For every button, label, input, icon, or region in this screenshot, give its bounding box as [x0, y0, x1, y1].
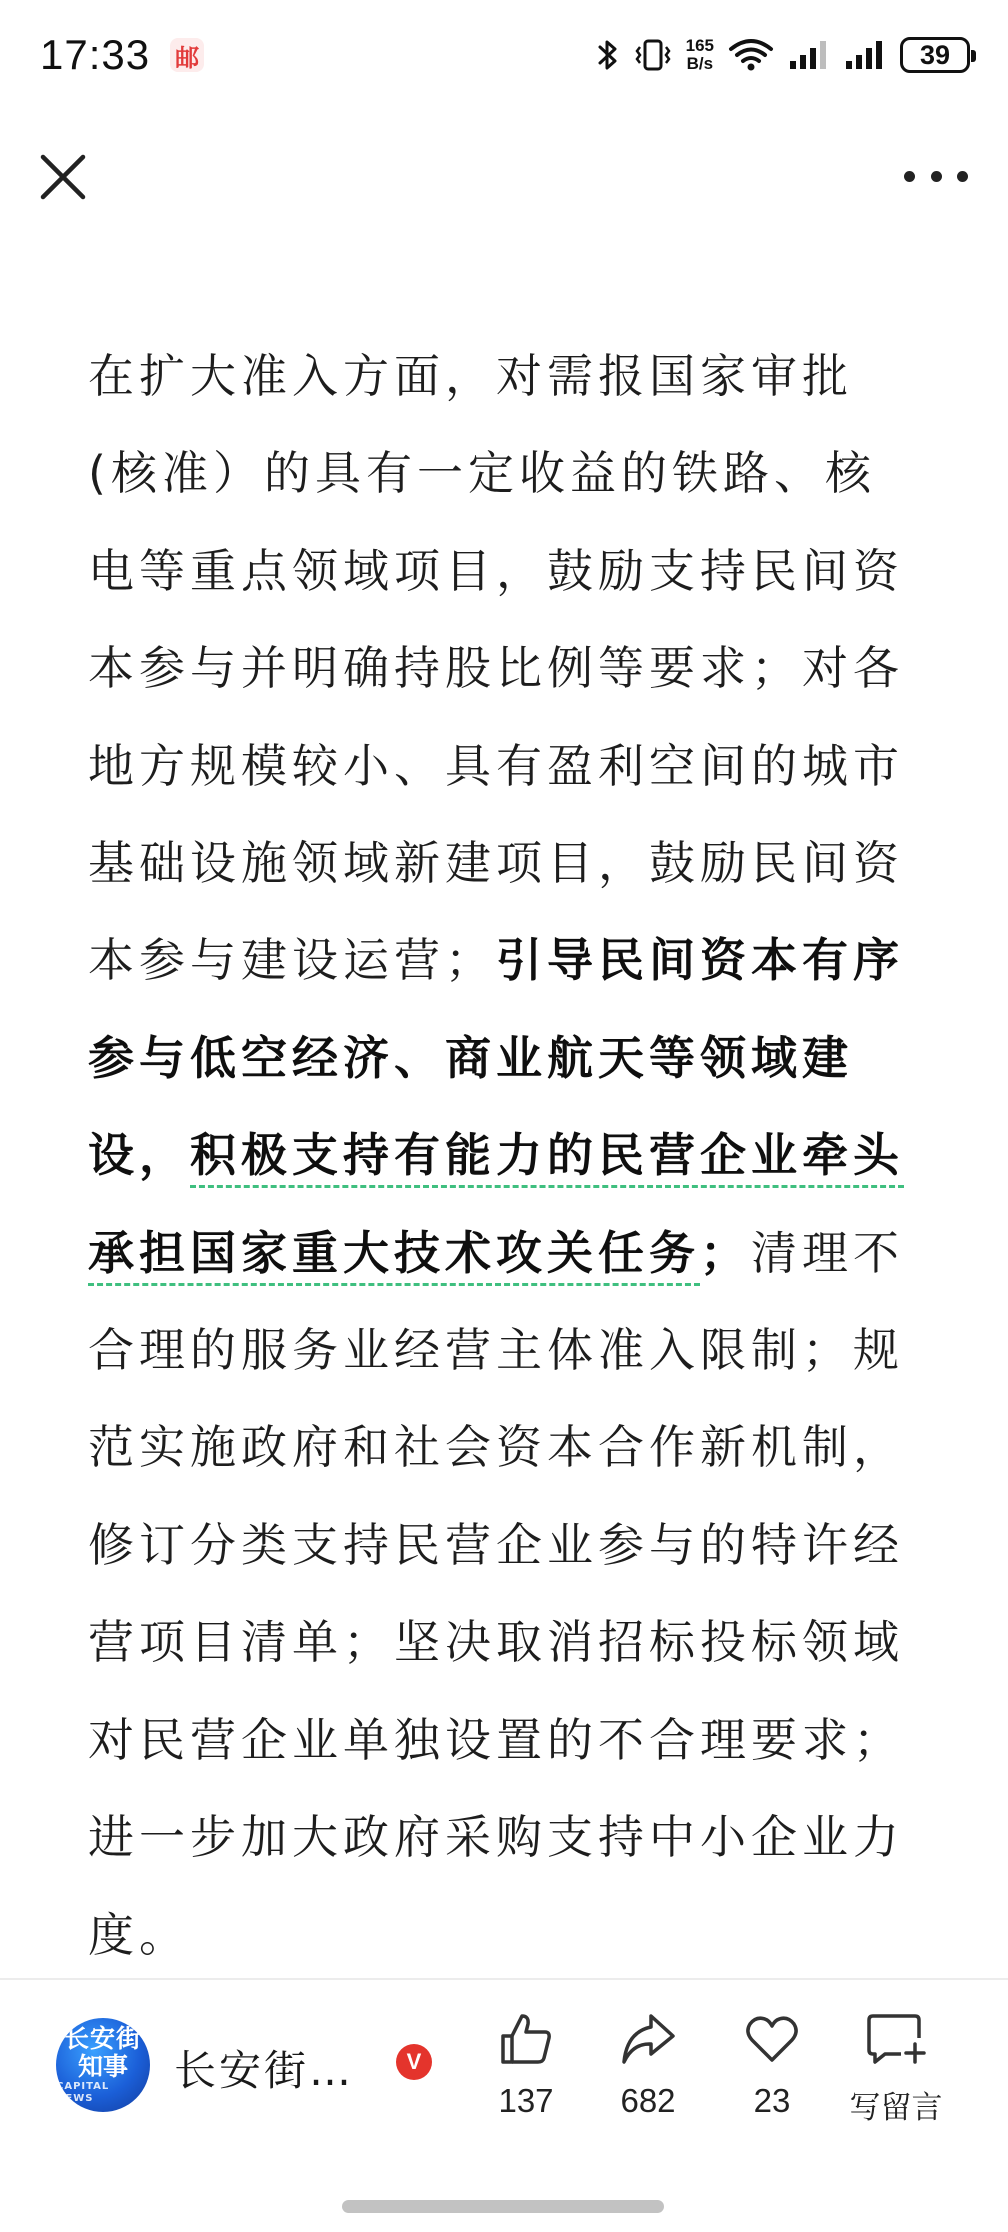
- favorite-count: 23: [753, 2082, 791, 2119]
- more-icon-dot: [931, 171, 942, 182]
- status-bar: [0, 0, 1008, 110]
- wifi-icon: [728, 37, 774, 73]
- comment-add-icon: [865, 2010, 927, 2068]
- author-name[interactable]: 长安街…: [174, 2046, 355, 2095]
- article-text-plain-continued: 清理不合理的服务业经营主体准入限制；规范实施政府和社会资本合作新机制，修订分类支持民营企业参与的特许经营项目清单；坚决取消招标投标领域对民营企业单独设置的不合理要求；进一步加大政府采购支持中小企业力度。: [88, 1225, 904, 1962]
- thumbs-up-icon: [497, 2010, 555, 2068]
- close-icon: [36, 150, 90, 204]
- verified-badge-icon: V: [396, 2044, 432, 2080]
- share-count: 682: [620, 2082, 676, 2119]
- share-button[interactable]: [588, 2010, 708, 2120]
- network-speed-value: 165: [685, 36, 714, 55]
- status-right: [596, 37, 970, 73]
- network-speed: [686, 37, 714, 73]
- like-count: 137: [498, 2082, 554, 2119]
- close-button[interactable]: [36, 150, 90, 204]
- like-button[interactable]: [466, 2010, 586, 2120]
- favorite-button[interactable]: [712, 2010, 832, 2120]
- article-text-bold-highlighted[interactable]: 积极支持有能力的民营企业牵头承担国家重大技术攻关任务: [88, 1128, 904, 1280]
- signal-icon: [788, 37, 830, 73]
- share-icon: [619, 2010, 677, 2068]
- avatar-line2: 知事: [77, 2052, 128, 2081]
- clock: 17:33: [40, 31, 151, 78]
- battery-icon: [900, 37, 970, 73]
- avatar-line1: 长安街: [63, 2024, 142, 2053]
- more-button[interactable]: [904, 156, 968, 196]
- heart-icon: [743, 2010, 801, 2068]
- home-indicator[interactable]: [342, 2200, 664, 2213]
- comment-label: 写留言: [849, 2090, 943, 2126]
- mail-app-notification-icon: 邮: [170, 38, 204, 72]
- bluetooth-icon: [596, 37, 620, 73]
- more-icon-dot: [904, 171, 915, 182]
- top-nav: [0, 130, 1008, 220]
- article-text-plain: 在扩大准入方面，对需报国家审批(核准）的具有一定收益的铁路、核电等重点领域项目，鼓励支持民间资本参与并明确持股比例等要求；对各地方规模较小、具有盈利空间的城市基础设施领域新建项目，鼓励民间资本参与建设运营；: [88, 349, 904, 988]
- comment-button[interactable]: [836, 2010, 956, 2127]
- article-text-bold-punct: ；: [700, 1225, 751, 1280]
- avatar-line3: CAPITAL NEWS: [56, 2081, 110, 2104]
- article-text-bold: 引导民间资本有序参与低空经济、商业航天等领域建设，: [88, 933, 904, 1183]
- network-speed-unit: B/s: [686, 54, 714, 73]
- avatar[interactable]: [56, 2018, 150, 2112]
- vibrate-icon: [634, 37, 672, 73]
- battery-level: 39: [919, 39, 951, 70]
- bottom-action-bar: [0, 1978, 1008, 2138]
- more-icon-dot: [957, 171, 968, 182]
- status-left: [40, 31, 204, 79]
- signal-icon-secondary: [844, 37, 886, 73]
- article-body: [88, 328, 924, 1984]
